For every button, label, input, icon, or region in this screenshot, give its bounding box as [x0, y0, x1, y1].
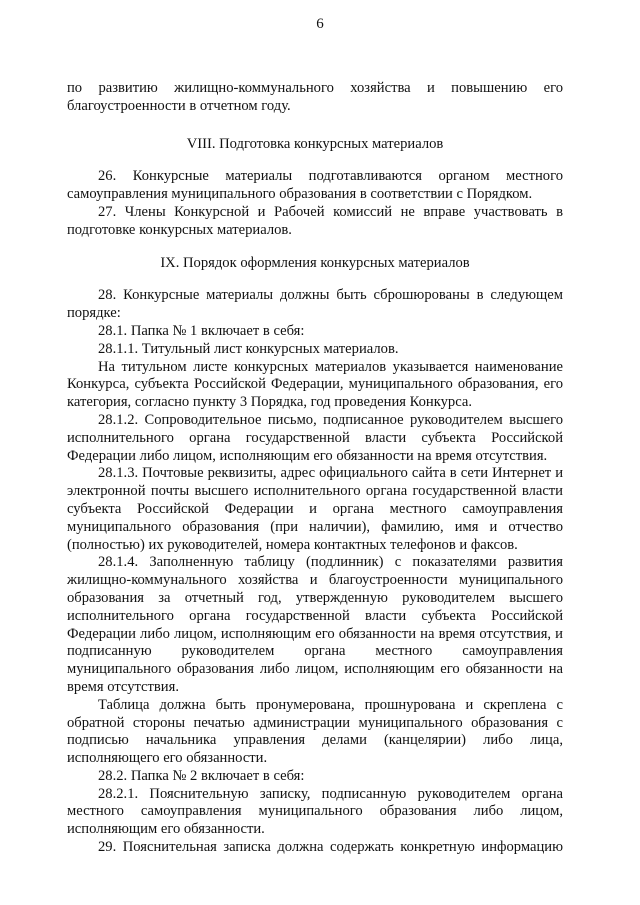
section-heading-viii: VIII. Подготовка конкурсных материалов: [186, 135, 444, 152]
document-body: [67, 80, 563, 857]
paragraph-title-sheet: На титульном листе конкурсных материалов указывается наименование Конкурса, субъекта Российской Федерации, муниципального образования, его категория, согласно пункту 3 Порядка, год проведения Конкурса.: [67, 358, 563, 411]
paragraph-continuation: по развитию жилищно-коммунального хозяйства и повышению его благоустроенности в отчетном году.: [67, 80, 563, 114]
paragraph-28-1-2: 28.1.2. Сопроводительное письмо, подписанное руководителем высшего исполнительного органа государственной власти субъекта Российской Федерации либо лицом, исполняющим его обязанности на время отсутствия.: [67, 411, 563, 464]
paragraph-28-1: 28.1. Папка № 1 включает в себя:: [98, 322, 305, 339]
paragraph-28-1-3: 28.1.3. Почтовые реквизиты, адрес официального сайта в сети Интернет и электронной почты высшего исполнительного органа государственной власти субъекта Российской Федерации и органа местного самоуправления муниципального образования (при наличии), фамилию, имя и отчество (полностью) их руководителей, номера контактных телефонов и факсов.: [67, 465, 563, 553]
paragraph-29: 29. Пояснительная записка должна содержать конкретную информацию: [98, 839, 563, 856]
paragraph-28: 28. Конкурсные материалы должны быть сброшюрованы в следующем порядке:: [67, 287, 563, 322]
paragraph-26: 26. Конкурсные материалы подготавливаются органом местного самоуправления муниципального образования в соответствии с Порядком.: [67, 168, 563, 203]
paragraph-28-2-1: 28.2.1. Пояснительную записку, подписанную руководителем органа местного самоуправления муниципального образования либо лицом, исполняющим его обязанности.: [67, 785, 563, 838]
paragraph-table-requirements: Таблица должна быть пронумерована, прошнурована и скреплена с обратной стороны печатью администрации муниципального образования с подписью начальника управления делами (канцелярии) либо лица, исполняющего его обязанности.: [67, 696, 563, 767]
paragraph-27: 27. Члены Конкурсной и Рабочей комиссий не вправе участвовать в подготовке конкурсных материалов.: [67, 203, 563, 238]
page-number: 6: [316, 16, 324, 32]
paragraph-28-1-4: 28.1.4. Заполненную таблицу (подлинник) с показателями развития жилищно-коммунального хозяйства и благоустроенности муниципального образования за отчетный год, утвержденную руководителем высшего исполнительного органа государственной власти субъекта Российской Федерации либо лицом, исполняющим его обязанности на время отсутствия, и подписанную руководителем органа местного самоуправления муниципального образования либо лицом, исполняющим его обязанности на время отсутствия.: [67, 554, 563, 695]
paragraph-28-1-1: 28.1.1. Титульный лист конкурсных материалов.: [98, 340, 399, 357]
paragraph-28-2: 28.2. Папка № 2 включает в себя:: [98, 767, 305, 784]
section-heading-ix: IX. Порядок оформления конкурсных материалов: [160, 254, 470, 271]
